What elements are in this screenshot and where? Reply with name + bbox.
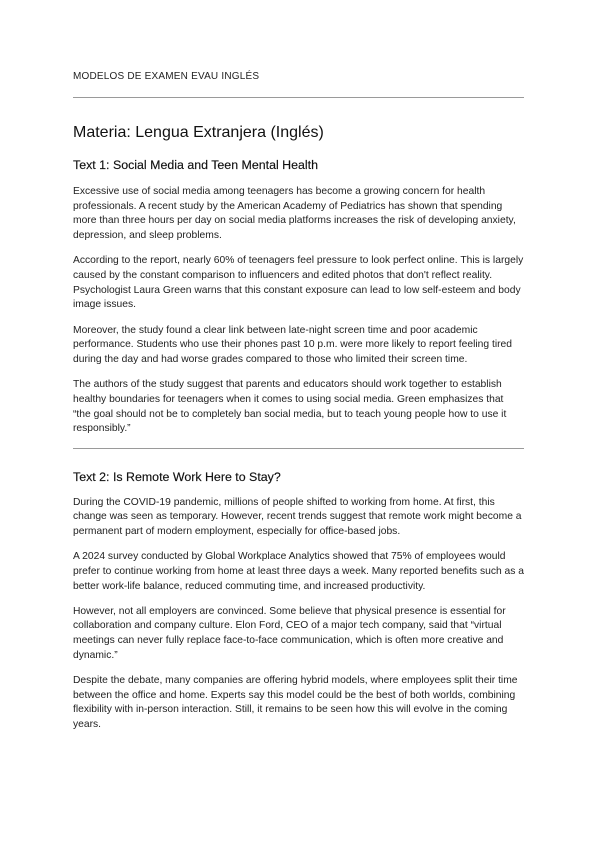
paragraph: During the COVID-19 pandemic, millions of people shifted to working from home. At first, this change was seen as temporary. However, recent trends suggest that remote work might become a permanent part of modern employment, especially for office-based jobs. xyxy=(73,496,522,537)
section-text-1 xyxy=(73,157,524,437)
paragraph: The authors of the study suggest that parents and educators should work together to establish healthy boundaries for teenagers when it comes to using social media. Green emphasizes that “the goal should not be to completely ban social media, but to teach young people how to use it responsibly.” xyxy=(73,379,507,435)
section-divider xyxy=(73,448,524,449)
paragraph: Moreover, the study found a clear link between late-night screen time and poor academic performance. Students who use their phones past 10 p.m. were more likely to report feeling tired during the day and had worse grades compared to those who limited their screen time. xyxy=(73,324,512,366)
paragraph: Despite the debate, many companies are offering hybrid models, where employees split their time between the office and home. Experts say this model could be the best of both worlds, combining flexibility with in-person interaction. Still, it remains to be seen how this will evolve in the coming years. xyxy=(73,675,518,731)
paragraph: According to the report, nearly 60% of teenagers feel pressure to look perfect online. This is largely caused by the constant comparison to influencers and edited photos that don't reflect reality. Psychologist Laura Green warns that this constant exposure can lead to low self-esteem and body image issues. xyxy=(73,255,524,311)
document-title: Materia: Lengua Extranjera (Inglés) xyxy=(73,124,324,141)
paragraph: A 2024 survey conducted by Global Workplace Analytics showed that 75% of employees would prefer to continue working from home at least three days a week. Many reported benefits such as a better work-life balance, reduced commuting time, and increased productivity. xyxy=(73,551,525,592)
paragraph: Excessive use of social media among teenagers has become a growing concern for health professionals. A recent study by the American Academy of Pediatrics has shown that spending more than three hours per day on social media platforms increases the risk of developing anxiety, depression, and sleep problems. xyxy=(73,186,516,242)
section-title: Text 2: Is Remote Work Here to Stay? xyxy=(73,469,281,484)
paragraph: However, not all employers are convinced. Some believe that physical presence is essential for collaboration and company culture. Elon Ford, CEO of a major tech company, said that “virtual meetings can never fully replace face-to-face communication, which is often more creative and dynamic.” xyxy=(73,605,506,661)
section-text-2 xyxy=(73,469,524,733)
header-divider xyxy=(73,97,524,98)
section-title: Text 1: Social Media and Teen Mental Health xyxy=(73,158,318,172)
page-header: MODELOS DE EXAMEN EVAU INGLÉS xyxy=(73,71,260,82)
